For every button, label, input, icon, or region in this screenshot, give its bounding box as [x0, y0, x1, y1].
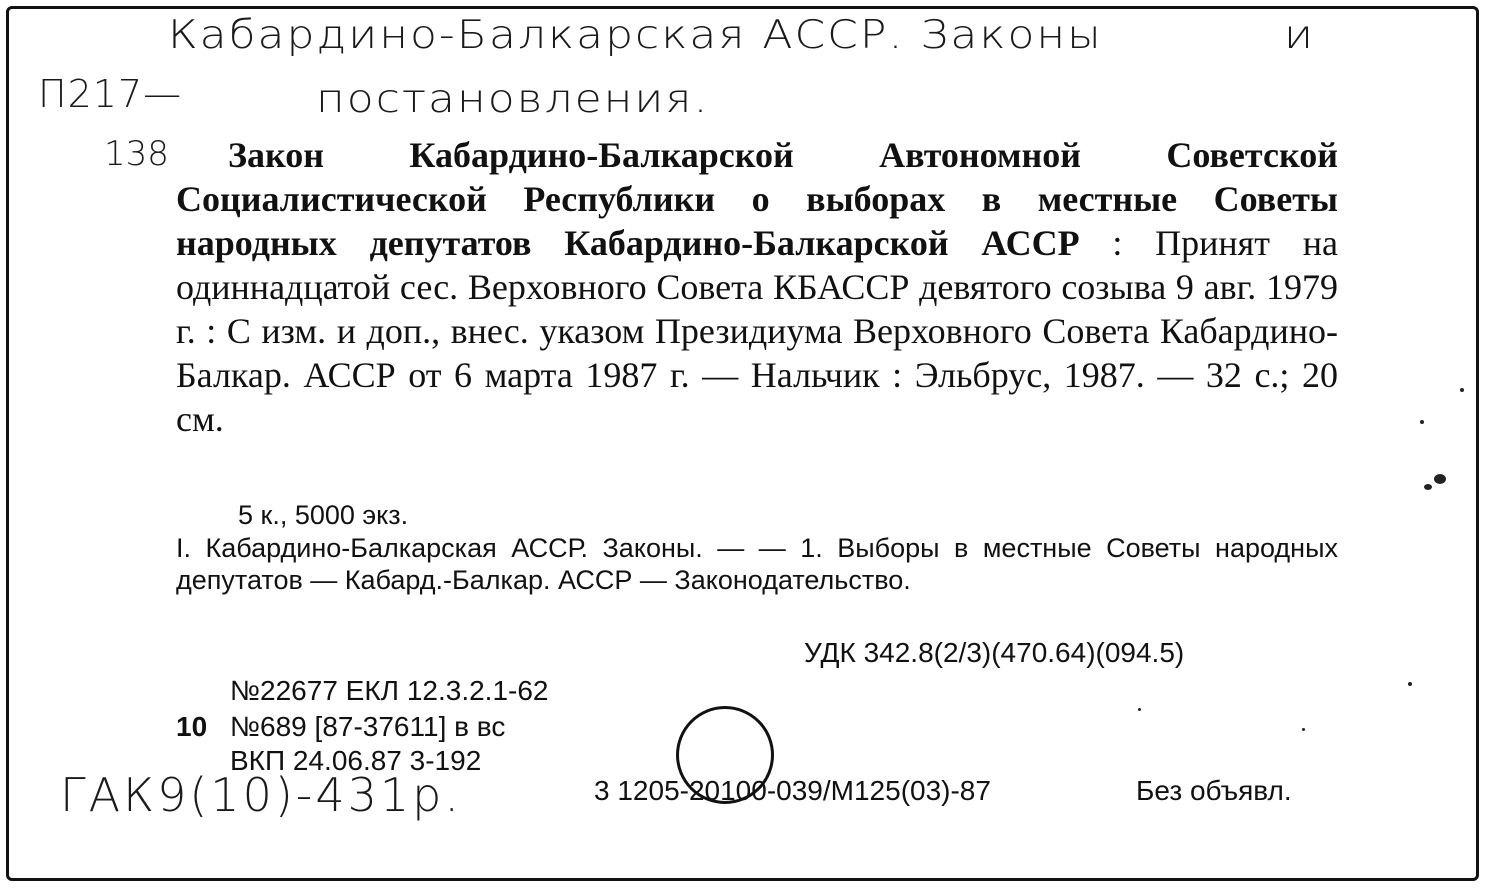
subject-note: I. Кабардино-Балкарская АССР. Законы. — — 1. Выборы в местные Советы народных депутатов — Кабард.-Балкар. АССР — Законодательство. [176, 533, 1338, 595]
handwritten-heading-and: и [1284, 12, 1315, 58]
handwritten-footer: ГАК9(10)-431р. [60, 768, 463, 822]
title-bold: Закон Кабардино-Балкарской Автономной Советской Социалистической Республики о выборах в местные Советы народных депутатов Кабардино-Балкарской АССР [176, 135, 1338, 263]
registry-prefix: 10 [176, 711, 208, 742]
registry-line3: ВКП 24.06.87 3-192 [230, 745, 482, 776]
call-number-bottom: 138 [104, 134, 169, 174]
udk-code: УДК 342.8(2/3)(470.64)(094.5) [804, 637, 1185, 668]
handwritten-heading-line1: Кабардино-Балкарская АССР. Законы [168, 12, 1103, 58]
bibliographic-description [176, 133, 1338, 441]
ink-speck [1434, 474, 1446, 484]
call-number-top: П217— [38, 72, 183, 116]
ink-speck [1424, 484, 1432, 490]
registry-line1: №22677 ЕКЛ 12.3.2.1-62 [230, 675, 549, 706]
title-imprint: : Принят на одиннадцатой сес. Верховного Совета КБАССР девятого созыва 9 авг. 1979 г. : С изм. и доп., внес. указом Президиума Верховного Совета Кабардино-Балкар. АССР от 6 марта 1987 г. — Нальчик : Эльбрус, 1987. — 32 с.; 20 см. [176, 223, 1338, 439]
index-code: 3 1205-20100-039/М125(03)-87 [594, 775, 991, 806]
ink-speck [1460, 388, 1464, 392]
ink-speck [1420, 420, 1424, 424]
ink-speck [1408, 682, 1412, 686]
price-line: 5 к., 5000 экз. [238, 500, 409, 530]
ad-note: Без объявл. [1136, 775, 1292, 806]
registry-line2: №689 [87-37611] в вс [230, 711, 506, 742]
handwritten-heading-line2: постановления. [316, 76, 710, 122]
ink-speck [1302, 728, 1305, 731]
ink-speck [1138, 708, 1141, 711]
